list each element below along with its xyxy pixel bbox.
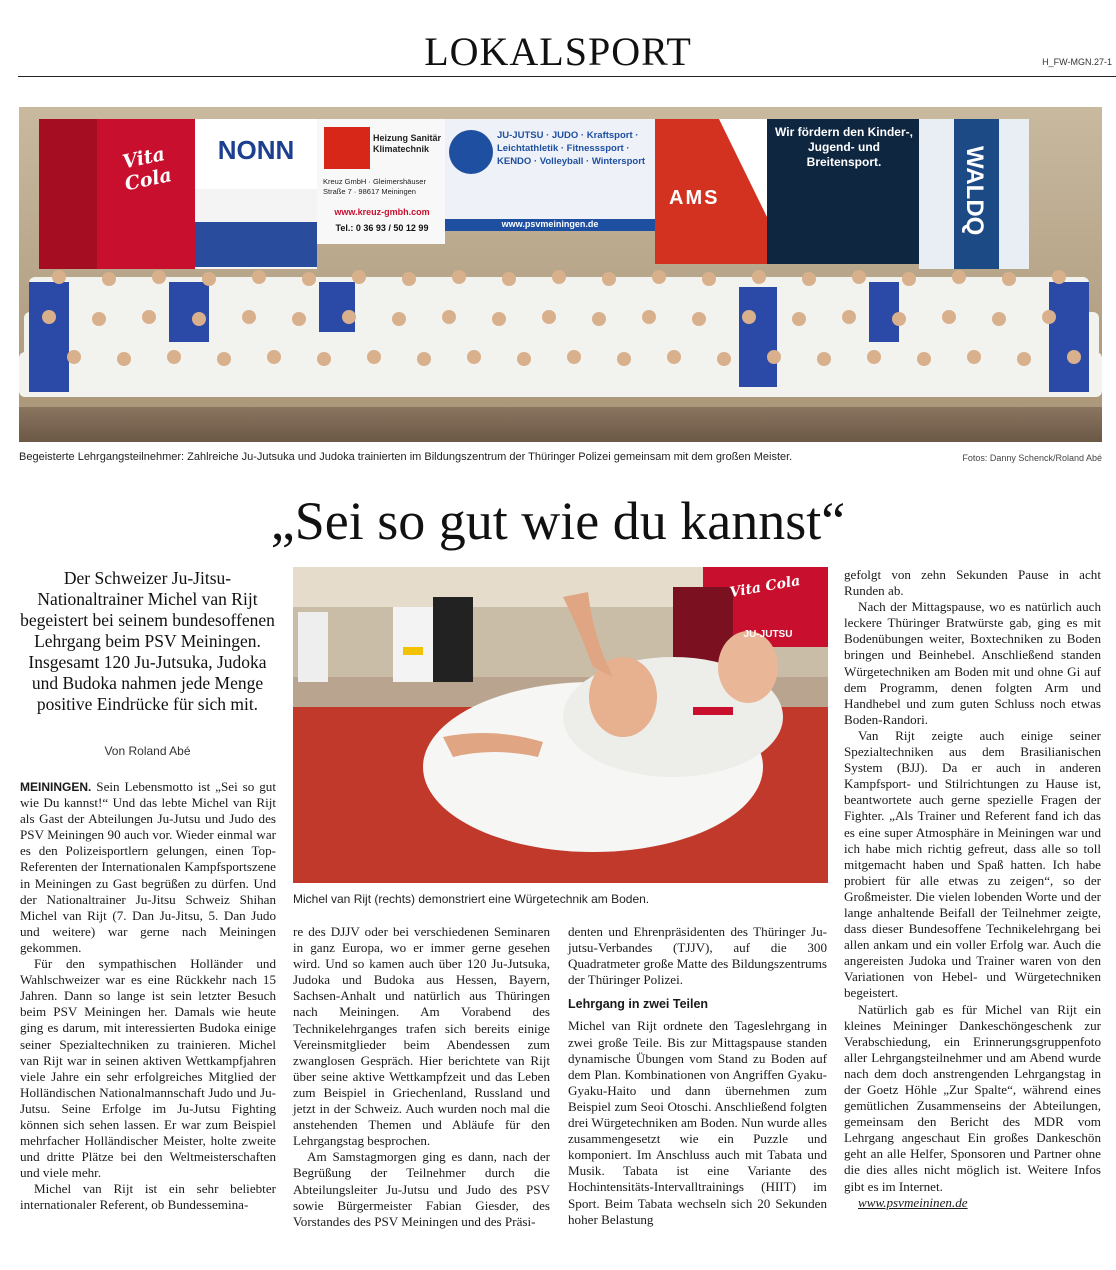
section-title: LOKALSPORT xyxy=(424,29,692,74)
technique-photo-caption: Michel van Rijt (rechts) demonstriert eine Würgetechnik am Boden. xyxy=(293,892,650,906)
paragraph-text: Sein Lebensmotto ist „Sei so gut wie Du kannst!“ Und das lebte Michel van Rijt als Gast der Abteilungen Ju-Jutsu und Judo des PSV Meiningen 90 auch vor. Wieder einmal war es den Polizeisportlern gelungen, einen Top-Referenten der Internationalen Kampfsportszene in Meiningen zu Gast begrüßen zu dürfen. Und der Nationaltrainer Ju-Jitsu Schweiz Shihan Michel van Rijt (7. Dan Ju-Jitsu, 5. Dan Judo und weitere) war gerne nach Meiningen gekommen. xyxy=(20,779,276,955)
paragraph xyxy=(20,779,276,956)
paragraph: denten und Ehrenpräsidenten des Thüringer Ju-jutsu-Verbandes (TJJV), auf die 300 Quadratmeter große Matte des Bildungszentrums der Thüringer Polizei. xyxy=(568,924,827,988)
headline: „Sei so gut wie du kannst“ xyxy=(270,491,846,551)
sign-vita-cola: Vita Cola xyxy=(728,572,802,602)
paragraph: Michel van Rijt ordnete den Tageslehrgang in zwei große Teile. Bis zur Mittagspause standen dynamische Übungen vom Stand zu Boden auf dem Plan. Kombinationen von Angriffen Gyaku-Gyaku-Haito und dann übernehmen zum Beispiel zum Seoi Otoschi. Anschließend folgten drei Würgetechniken am Boden. Nun wurde alles zusammengesetzt wie ein Puzzle und komponiert. Im Anschluss auch mit Tabata und Musik. Tabata ist eine Variante des Hochintensitäts-Intervalltrainings (HIIT) im Sport. Beim Tabata wechseln sich 20 Sekunden hoher Belastung xyxy=(568,1018,827,1227)
website-link[interactable]: www.psvmeininen.de xyxy=(858,1194,968,1210)
banner-waldq: WALDQ xyxy=(961,146,988,236)
paragraph: Michel van Rijt ist ein sehr beliebter internationaler Referent, ob Bundessemina- xyxy=(20,1181,276,1213)
paragraph: Natürlich gab es für Michel van Rijt ein kleines Meininger Dankeschöngeschenk zur Verabschiedung, ein Erinnerungsgruppenfoto aller Lehrgangsteilnehmer und am Abend wurde nach dem doch anstrengenden Lehrgangstag in der Goetz Höhle „Zur Spalte“, während eines gemütlichen Zusammenseins der Abteilungen, gemeinsam den Bericht des MDR vom Lehrgang angeschaut Ein großes Dankeschön geht an alle Helfer, Sponsoren und Partner ohne die dies alles nicht möglich ist. Weitere Infos gibt es im Internet. xyxy=(844,1001,1101,1194)
banner-kreuz-title: Heizung Sanitär Klimatechnik xyxy=(373,133,442,154)
paragraph: re des DJJV oder bei verschiedenen Seminaren in ganz Europa, wo er immer gerne gesehen wird. Und so kamen auch über 120 Ju-Jutsuka, Judoka und Budoka aus Hessen, Bayern, Sachsen-Anhalt und natürlich aus Thüringen nach Meiningen. Am Vorabend des Technikelehrganges trafen sich bereits einige Vereinsmitglieder beim Abendessen zum zwanglosen Gespräch. Hier berichtete van Rijt über seine aktive Wettkampfzeit und das Leben zum Beispiel in Griechenland, Russland und jetzt in der Schweiz. Auch wurden noch mal die anstehenden Themen und Abläufe für den Lehrgangstag besprochen. xyxy=(293,924,550,1149)
banner-psv-web: www.psvmeiningen.de xyxy=(501,219,599,229)
banner-ams: AMS xyxy=(669,187,720,209)
sign-ju-jutsu: JU-JUTSU xyxy=(743,629,793,640)
paragraph: Nach der Mittagspause, wo es natürlich auch leckere Thüringer Bratwürste gab, ging es mit Bodenübungen weiter, Boxtechniken zu Boden bringen und Beinhebel. Anschließend standen Würgetechniken am Boden mit und ohne Gi auf dem Programm, denen folgten Arm und Handhebel und zum guten Schluss noch etwas Boden-Randori. xyxy=(844,599,1101,727)
column-3 xyxy=(568,924,827,1228)
technique-photo-illustration xyxy=(293,567,828,883)
group-photo xyxy=(19,107,1102,442)
document-code: H_FW-MGN.27-1 xyxy=(1042,57,1112,67)
banner-vita-cola: Vita Cola xyxy=(120,143,174,196)
subheading: Lehrgang in zwei Teilen xyxy=(568,997,709,1012)
paragraph: Van Rijt zeigte auch einige seiner Spezialtechniken aus dem Brasilianischen System (BJJ). Da er auch in anderen Kampfsport- und Stilrichtungen zu Hause ist, beantwortete auch gerne spezielle Fragen der Fighter. „Als Trainer und Referent fand ich das es eine super Atmosphäre in Meiningen war und ich habe mich richtig gefreut, dass alle so toll mitgemacht haben und Spaß hatten. Ich habe probiert für alle etwas zu zeigen“, so der Großmeister. Die vielen lobenden Worte und der lange anhaltende Beifall der Teilnehmer zeigte, dass dieser Bundesoffene Technikelehrgang bei allen ankam und ein voller Erfolg war. Auch die angereisten Judoka und Trainer waren von den Variationen von Hebel- und Würgetechniken begeistert. xyxy=(844,727,1101,1001)
paragraph: Für den sympathischen Holländer und Wahlschweizer war es eine Rückkehr nach 15 Jahren. Dann so lange ist sein letzter Besuch beim PSV Meiningen her. Damals wie heute ging es darum, mit interessierten Budoka einige seiner Spezialtechniken zu trainieren. Michel van Rijt war in seinen aktiven Wettkampfjahren viele Jahre ein sehr erfolgreiches Mitglied der Holländischen Nationalmannschaft Judo und Ju-Jutsu. Seine Erfolge im Ju-Jutsu Fighting können sich sehen lassen. Er war zum Beispiel mehrfacher Holländischer Meister, holte zweite und dritte Plätze bei den Weltmeisterschaften und viele mehr. xyxy=(20,956,276,1181)
dateline: MEININGEN. xyxy=(20,780,92,794)
byline: Von Roland Abé xyxy=(104,744,191,758)
column-4 xyxy=(844,567,1101,1211)
banner-kreuz-web: www.kreuz-gmbh.com xyxy=(334,207,430,217)
header-rule xyxy=(18,76,1116,77)
top-photo-caption: Begeisterte Lehrgangsteilnehmer: Zahlreiche Ju-Jutsuka und Judoka trainierten im Bildungszentrum der Thüringer Polizei gemeinsam mit dem großen Meister. xyxy=(19,451,793,463)
banner-nonn: NONN xyxy=(217,135,295,165)
banner-foerdern: Wir fördern den Kinder-, Jugend- und Breitensport. xyxy=(775,125,913,169)
paragraph: gefolgt von zehn Sekunden Pause in acht Runden ab. xyxy=(844,567,1101,599)
technique-photo xyxy=(293,567,828,883)
lead-paragraph: Der Schweizer Ju-Jitsu-Nationaltrainer Michel van Rijt begeistert bei seinem bundesoffenen Lehrgang beim PSV Meiningen. Insgesamt 120 Ju-Jutsuka, Judoka und Budoka nahmen jede Menge positive Eindrücke für sich mit. xyxy=(20,568,275,714)
paragraph: Am Samstagmorgen ging es dann, nach der Begrüßung der Teilnehmer durch die Abteilungsleiter Ju-Jutsu und Judo des PSV sowie Bürgermeister Fabian Giesder, des Vorstandes des PSV Meiningen und des Präsi- xyxy=(293,1149,550,1229)
banner-psv-sports: JU-JUTSU · JUDO · Kraftsport · Leichtathletik · Fitnesssport · KENDO · Volleyball · Wintersport xyxy=(497,130,646,167)
column-2 xyxy=(293,924,550,1230)
banner-kreuz-tel: Tel.: 0 36 93 / 50 12 99 xyxy=(335,223,429,233)
column-1 xyxy=(20,779,276,1214)
banner-kreuz-address: Kreuz GmbH · Gleimershäuser Straße 7 · 98617 Meiningen xyxy=(323,177,426,196)
paragraph xyxy=(844,1195,1101,1211)
photo-credit: Fotos: Danny Schenck/Roland Abé xyxy=(962,453,1102,463)
